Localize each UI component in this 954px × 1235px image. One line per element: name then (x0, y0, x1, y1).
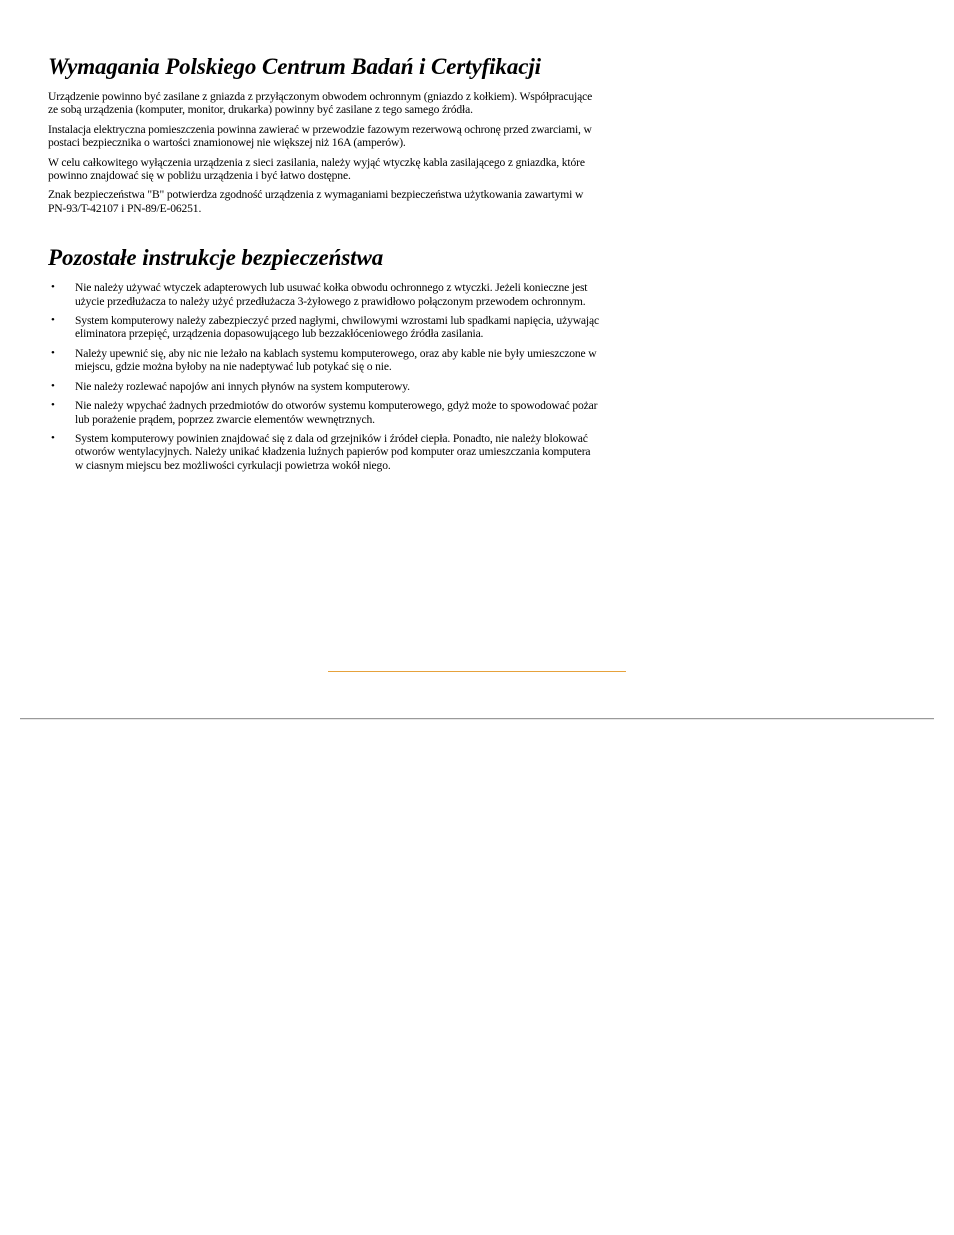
section-title-pcbc-requirements: Wymagania Polskiego Centrum Badań i Certyfikacji (48, 54, 541, 79)
bullet-icon: • (51, 399, 55, 412)
paragraph-power-disconnect: W celu całkowitego wyłączenia urządzenia z sieci zasilania, należy wyjąć wtyczkę kabla zasilającego z gniazdka, które powinno znajdować się w pobliżu urządzenia i być łatwo dostępne. (48, 155, 585, 183)
list-item (48, 347, 600, 374)
bullet-icon: • (51, 379, 55, 392)
horizontal-rule (20, 718, 934, 720)
bullet-icon: • (51, 431, 55, 444)
list-item-text: Nie należy używać wtyczek adapterowych lub usuwać kołka obwodu ochronnego z wtyczki. Jeżeli konieczne jest użycie przedłużacza to należy użyć przedłużacza 3-żyłowego z prawidłowo połączonym przewodem ochronnym. (75, 281, 588, 308)
safety-instructions-list (48, 281, 600, 472)
bullet-icon: • (51, 281, 55, 294)
list-item-text: Nie należy rozlewać napojów ani innych płynów na system komputerowy. (75, 379, 410, 393)
list-item (48, 314, 600, 341)
list-item (48, 380, 600, 393)
bullet-icon: • (51, 346, 55, 359)
paragraph-b-safety-mark: Znak bezpieczeństwa "B" potwierdza zgodność urządzenia z wymaganiami bezpieczeństwa użytkowania zawartymi w PN-93/T-42107 i PN-89/E-06251. (48, 188, 584, 215)
paragraph-fuse-protection: Instalacja elektryczna pomieszczenia powinna zawierać w przewodzie fazowym rezerwową ochronę przed zwarciami, w postaci bezpiecznika o wartości znamionowej nie większej niż 16A (amperów). (48, 122, 592, 150)
section-title-other-safety-instructions: Pozostałe instrukcje bezpieczeństwa (48, 245, 384, 271)
list-item-text: System komputerowy należy zabezpieczyć przed nagłymi, chwilowymi wzrostami lub spadkami napięcia, używając eliminatora przepięć, urządzenia dopasowującego lub bezzakłóceniowego źródła zasilania. (75, 314, 599, 341)
hyperlink-underline[interactable] (328, 671, 626, 672)
list-item-text: Należy upewnić się, aby nic nie leżało na kablach systemu komputerowego, oraz aby kable nie były umieszczone w miejscu, gdzie można byłoby na nie nadeptywać lub potykać się o nie. (75, 346, 597, 374)
list-item-text: Nie należy wpychać żadnych przedmiotów do otworów systemu komputerowego, gdyż może to spowodować pożar lub porażenie prądem, poprzez zwarcie elementów wewnętrznych. (75, 399, 598, 426)
list-item (48, 399, 600, 426)
list-item (48, 281, 600, 308)
paragraph-grounded-outlet: Urządzenie powinno być zasilane z gniazda z przyłączonym obwodem ochronnym (gniazdo z kołkiem). Współpracujące ze sobą urządzenia (komputer, monitor, drukarka) powinny być zasilane z tego samego źródła. (48, 90, 593, 117)
bullet-icon: • (51, 314, 55, 327)
list-item (48, 432, 600, 472)
polish-safety-document (48, 52, 600, 478)
list-item-text: System komputerowy powinien znajdować się z dala od grzejników i źródeł ciepła. Ponadto, nie należy blokować otworów wentylacyjnych. Należy unikać kładzenia luźnych papierów pod komputer oraz umieszczania komputera w ciasnym miejscu bez możliwości cyrkulacji powietrza wokół niego. (75, 431, 591, 472)
